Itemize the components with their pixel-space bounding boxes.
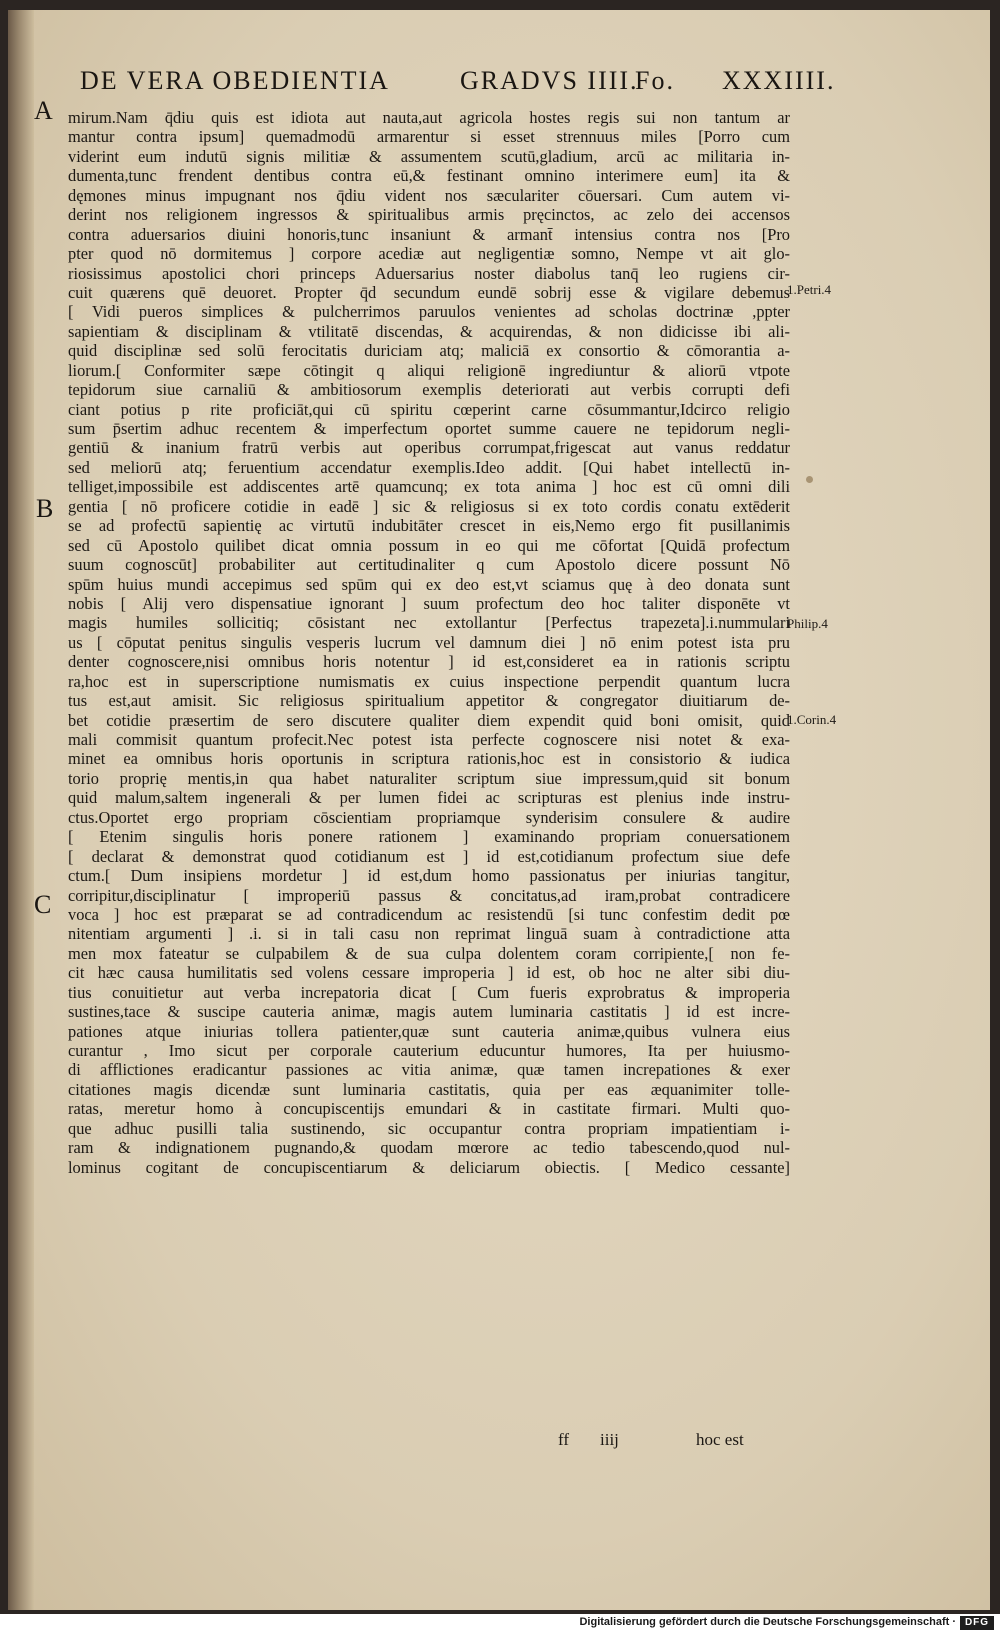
text-line: suum cognoscūt] probabiliter aut certitudinaliter q cum Apostolo dicere possunt Nō	[68, 555, 790, 575]
body-text-block	[68, 108, 790, 1418]
text-line: dumenta,tunc frendent dentibus contra eū,& festinant omnino interimere eum] ita &	[68, 166, 790, 186]
text-line: sum p̄sertim adhuc recentem & imperfectum oportet summe cauere ne tepidorum negli-	[68, 419, 790, 438]
text-line: telliget,impossibile est addiscentes artē quamcunq; ex tota anima ] hoc est cū omni dili	[68, 477, 790, 497]
text-line: sed meliorū atq; feruentium accendatur exemplis.Ideo addit. [Qui habet intellectū in-	[68, 457, 790, 477]
text-line: contra aduersarios diuini honoris,tunc insaniunt & armant̄ intensius contra nos [Pro	[68, 224, 790, 244]
margin-note-philip: Philip.4	[787, 616, 828, 631]
text-line: [ Vidi pueros simplices & pulcherrimos paruulos venientes ad scholas doctrinæ ,ppter	[68, 302, 790, 322]
credit-text: Digitalisierung gefördert durch die Deutsche Forschungsgemeinschaft ·	[579, 1616, 956, 1628]
text-line: sustines,tace & suscipe cauteria animæ, magis autem luminaria castitatis ] id est incre-	[68, 1002, 790, 1022]
margin-marker-b: B	[36, 494, 54, 523]
text-line: quid malum,saltem ingenerali & per lumen fidei ac scripturas est plenius inde instru-	[68, 788, 790, 808]
signature-number: iiij	[600, 1430, 619, 1449]
text-line: nitentiam argumenti ] .i. si in tali casu non reprimat linguā suam à contradictione atta	[68, 924, 790, 944]
text-line: ra,hoc est in superscriptione numismatis ex cuius inspectione perpendit quantum lucra	[68, 671, 790, 691]
text-line: denter cognoscere,nisi omnibus horis notentur ] id est,consideret ea in rationis scriptu	[68, 652, 790, 672]
margin-marker-c: C	[34, 890, 52, 919]
text-line: riosissimus apostolici chori princeps Aduersarius noster diabolus tanq̄ leo rugiens cir-	[68, 263, 790, 283]
margin-note-petri: 1.Petri.4	[787, 282, 832, 297]
text-line: lominus cogitant de concupiscentiarum & deliciarum obiectis. [ Medico cessante]	[68, 1157, 790, 1177]
text-line: mali commisit quantum profecit.Nec potest ista perfecte cognoscere nisi notet & exa-	[68, 730, 790, 749]
book-page	[8, 10, 990, 1610]
text-line: corripitur,disciplinatur [ improperiū passus & concitatus,ad iram,probat contradicere	[68, 885, 790, 905]
header-folio-number: XXXIIII.	[722, 66, 836, 95]
text-line: mirum.Nam q̄diu quis est idiota aut nauta,aut agricola hostes regis sui non tantum ar	[68, 108, 790, 127]
text-line: magis humiles sollicitiq; cōsistant nec extollantur [Perfectus trapezeta].i.nummulari	[68, 613, 790, 633]
text-line: bet cotidie præsertim de sero discutere qualiter diem expendit quid boni omisit, quid	[68, 710, 790, 730]
text-line: citationes magis dicendæ sunt luminaria castitatis, quia per eas æquanimiter tolle-	[68, 1079, 790, 1099]
text-line: pationes atque iniurias tollera patienter,quæ sunt cauteria animæ,quibus vulnera eius	[68, 1021, 790, 1041]
text-line: mantur contra ipsum] quemadmodū armarentur si esset strennuus miles [Porro cum	[68, 127, 790, 147]
text-line: cit hæc causa humilitatis sed volens cessare improperia ] id est, ob hoc ne alter sibi diu-	[68, 963, 790, 983]
text-line: ram & indignationem pugnando,& quodam mœrore ac tedio tabescendo,quod nul-	[68, 1138, 790, 1158]
text-line: minet ea omnibus horis oportunis in scriptura rationis,hoc est in consistorio & iudica	[68, 749, 790, 769]
text-line: derint nos religionem ingressos & spiritualibus armis pręcinctos, ac zelo dei accensos	[68, 205, 790, 225]
text-line: cuit quærens quē deuoret. Propter q̄d secundum eundē sobrij esse & vigilare debemus	[68, 282, 790, 302]
text-line: dęmones minus impugnant nos q̄diu vident nos sæculariter cōuersari. Cum autem vi-	[68, 185, 790, 205]
text-line: spūm huius mundi accepimus sed spūm qui ex deo est,vt sciamus quę à deo donata sunt	[68, 574, 790, 594]
header-folio-label: Fo.	[635, 66, 675, 95]
text-line: tius conuitietur aut verba increpatoria dicat [ Cum fueris exprobratus & improperia	[68, 982, 790, 1002]
credit-bar	[0, 1614, 1000, 1632]
text-line: curantur , Imo sicut per corporale cauterium educuntur humores, Ita per huiusmo-	[68, 1041, 790, 1060]
text-line: men mox fateatur se culpabilem & de sua culpa dolentem coram corripiente,[ non fe-	[68, 943, 790, 963]
text-line: tus est,aut amisit. Sic religiosus spiritualium appetitor & congregator diuitiarum de-	[68, 691, 790, 711]
header-gradus: GRADVS IIII.	[460, 66, 639, 95]
text-line: [ declarat & demonstrat quod cotidianum est ] id est,cotidianum profectum siue defe	[68, 846, 790, 866]
catchword: hoc est	[696, 1430, 744, 1449]
text-line: sed cū Apostolo quilibet dicat omnia possum in eo qui me cōfortat [Quidā profectum	[68, 535, 790, 555]
text-line: pter quod nō dormitemus ] corpore acediæ aut negligentiæ somno, Nempe vt ait glo-	[68, 244, 790, 264]
text-line: ciant potius p rite proficiāt,qui cū spiritu cœperint carne cōsummantur,Idcirco religio	[68, 399, 790, 419]
text-line: [ Etenim singulis horis ponere rationem ] examinando propriam conuersationem	[68, 827, 790, 847]
text-line: ctus.Oportet ergo propriam cōscientiam propriamque synderisim consulere & audire	[68, 807, 790, 827]
text-line: us [ cōputat penitus singulis vesperis lucrum vel damnum diei ] nō enim potest ista pru	[68, 632, 790, 652]
text-line: voca ] hoc est præparat se ad contradicendum ac resistendū [si tunc confestim dedit pœ	[68, 904, 790, 924]
running-header	[80, 66, 836, 106]
paper-stain	[806, 476, 813, 483]
dfg-logo: DFG	[960, 1616, 994, 1630]
margin-marker-a: A	[34, 96, 53, 125]
text-line: ratas, meretur homo à concupiscentijs emundari & in castitate firmari. Multi quo-	[68, 1099, 790, 1119]
text-line: sapientiam & disciplinam & vtilitatē discendas, & acquirendas, & non didicisse ibi ali-	[68, 321, 790, 341]
text-line: liorum.[ Conformiter sæpe cōtingit q aliqui religionē ingrediuntur & aliorū vtpote	[68, 360, 790, 380]
text-line: nobis [ Alij vero dispensatiue ignorant ] suum profectum deo hoc taliter disponēte vt	[68, 593, 790, 613]
text-line: tepidorum siue carnaliū & ambitiosorum exemplis deteriorati aut verbis corrupti defi	[68, 380, 790, 400]
header-title: DE VERA OBEDIENTIA	[80, 66, 390, 95]
margin-note-corin: 1.Corin.4	[787, 712, 837, 727]
text-line: gentia [ nō proficere cotidie in eadē ] sic & religiosus si ex toto cordis conatu extēderit	[68, 496, 790, 516]
page-gutter-shadow	[8, 10, 34, 1610]
signature-mark: ff	[558, 1430, 570, 1449]
text-line: ctum.[ Dum insipiens mordetur ] id est,dum homo passionatus per iniurias tangitur,	[68, 866, 790, 886]
text-line: gentiū & inanium fratrū verbis aut operibus corrumpat,frigescat aut vanus reddatur	[68, 438, 790, 458]
text-line: torio proprię mentis,in qua habet naturaliter scriptum siue impressum,quid sit bonum	[68, 768, 790, 788]
text-line: se ad profectū sapientię ac virtutū indubitāter crescet in eis,Nemo ergo fit pusillanimis	[68, 516, 790, 536]
text-line: di afflictiones eradicantur passiones ac vitia animæ, quæ tamen increpationes & exer	[68, 1060, 790, 1080]
text-line: que adhuc pusilli talia sustinendo, sic occupantur contra propriam impatientiam i-	[68, 1118, 790, 1138]
text-line: quid disciplinæ sed solū ferocitatis duriciam atq; maliciā ex consortio & cōmorantia a-	[68, 341, 790, 361]
text-line: viderint eum indutū signis militiæ & assumentem scutū,gladium, arcū ac militaria in-	[68, 146, 790, 166]
